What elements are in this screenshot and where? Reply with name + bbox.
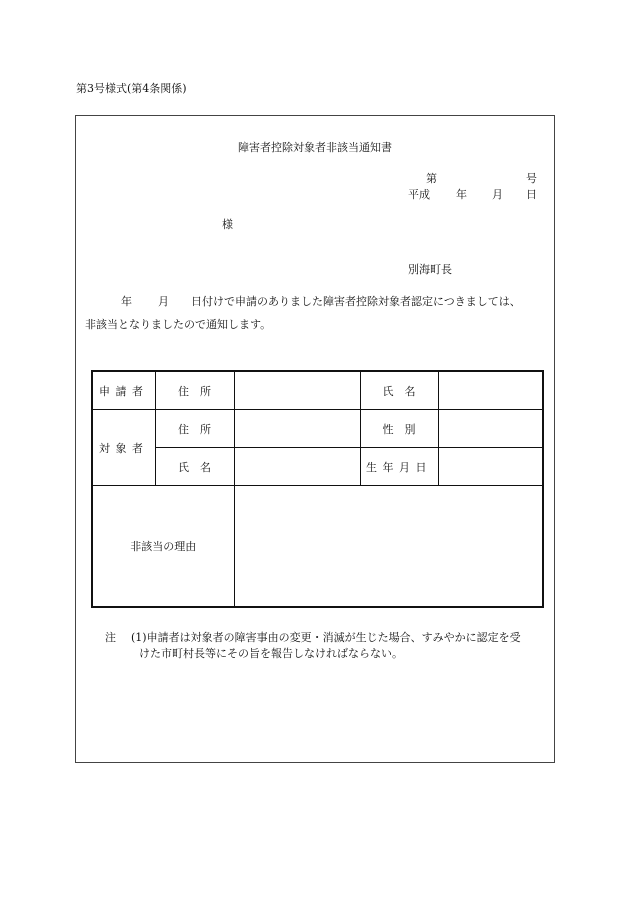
body-line-2: 非該当となりましたので通知します。 (85, 318, 272, 331)
subject-address-value (234, 410, 360, 448)
applicant-address-value (234, 371, 360, 410)
applicant-label: 申請者 (92, 371, 155, 410)
body-line-1 (85, 290, 545, 313)
body-date-month: 月 (158, 295, 169, 308)
date-year: 年 (456, 188, 467, 201)
applicant-name-value (438, 371, 543, 410)
table-row-applicant (92, 371, 543, 410)
reason-value (234, 486, 543, 608)
date-month: 月 (492, 188, 503, 201)
body-date-year: 年 (121, 295, 132, 308)
subject-name-label: 氏 名 (155, 448, 234, 486)
note-text (131, 630, 551, 662)
applicant-address-label: 住 所 (155, 371, 234, 410)
reason-label: 非該当の理由 (92, 486, 234, 608)
subject-sex-label: 性 別 (360, 410, 438, 448)
subject-sex-value (438, 410, 543, 448)
note-mark: 注 (105, 631, 116, 644)
note-line-1: (1)申請者は対象者の障害事由の変更・消滅が生じた場合、すみやかに認定を受 (131, 631, 521, 644)
subject-birthdate-label: 生年月日 (360, 448, 438, 486)
subject-birthdate-value (438, 448, 543, 486)
info-table (91, 370, 544, 608)
subject-name-value (234, 448, 360, 486)
issuer: 別海町長 (408, 263, 452, 276)
date-era: 平成 (408, 188, 430, 201)
date-day: 日 (526, 188, 537, 201)
table-row-subject-name (92, 448, 543, 486)
subject-label: 対象者 (92, 410, 155, 486)
body-text (85, 290, 545, 336)
document-title: 障害者控除対象者非該当通知書 (238, 141, 392, 154)
number-prefix: 第 (426, 172, 437, 185)
form-number: 第3号様式(第4条関係) (76, 82, 187, 95)
addressee-suffix: 様 (222, 218, 233, 231)
note-line-2: けた市町村長等にその旨を報告しなければならない。 (139, 647, 403, 660)
table-row-subject-address (92, 410, 543, 448)
table-row-reason (92, 486, 543, 608)
body-line-1-rest: 日付けで申請のありました障害者控除対象者認定につきましては、 (191, 295, 521, 308)
number-suffix: 号 (526, 172, 537, 185)
applicant-name-label: 氏 名 (360, 371, 438, 410)
subject-address-label: 住 所 (155, 410, 234, 448)
